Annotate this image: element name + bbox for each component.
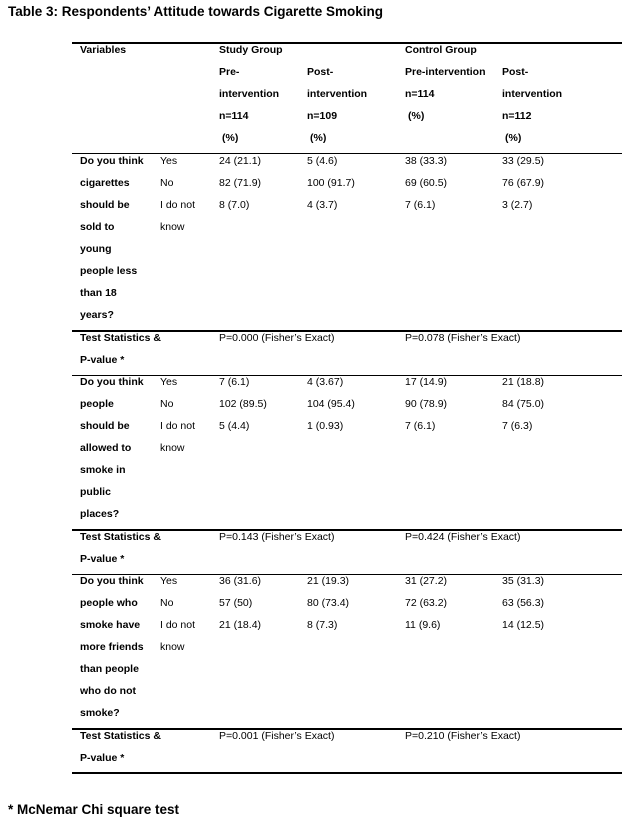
cell-study-pre: 102 (89.5) (219, 398, 267, 410)
header-study-post-line: Post- (307, 66, 334, 78)
cell-control-pre: 11 (9.6) (405, 619, 441, 631)
control-p-value: P=0.210 (Fisher’s Exact) (405, 730, 521, 742)
header-study-pre-line: n=114 (219, 110, 249, 122)
stats-label: P-value * (80, 354, 125, 366)
question-line: Do you think (80, 155, 144, 167)
question-line: young (80, 243, 112, 255)
study-p-value: P=0.143 (Fisher’s Exact) (219, 531, 335, 543)
question-line: more friends (80, 641, 144, 653)
header-control-post-line: Post- (502, 66, 529, 78)
cell-control-pre: 7 (6.1) (405, 199, 436, 211)
header-study-post-line: (%) (310, 132, 327, 144)
study-p-value: P=0.000 (Fisher’s Exact) (219, 332, 335, 344)
stats-label: Test Statistics & (80, 332, 161, 344)
cell-study-pre: 8 (7.0) (219, 199, 250, 211)
response-label: Yes (160, 376, 178, 388)
stats-label: P-value * (80, 752, 125, 764)
cell-control-pre: 90 (78.9) (405, 398, 448, 410)
response-label: No (160, 597, 174, 609)
cell-control-pre: 38 (33.3) (405, 155, 448, 167)
cell-study-pre: 5 (4.4) (219, 420, 250, 432)
cell-control-pre: 69 (60.5) (405, 177, 448, 189)
cell-control-post: 35 (31.3) (502, 575, 545, 587)
header-study-post-line: n=109 (307, 110, 338, 122)
header-control-pre-line: Pre-intervention (405, 66, 486, 78)
header-variables: Variables (80, 44, 127, 56)
cell-control-post: 33 (29.5) (502, 155, 545, 167)
cell-study-pre: 7 (6.1) (219, 376, 250, 388)
question-line: years? (80, 309, 114, 321)
response-label: know (160, 641, 185, 653)
cell-study-pre: 82 (71.9) (219, 177, 262, 189)
response-label: I do not (160, 619, 196, 631)
footnote: * McNemar Chi square test (8, 802, 180, 817)
stats-label: Test Statistics & (80, 730, 161, 742)
cell-control-pre: 7 (6.1) (405, 420, 436, 432)
header-control-post-line: (%) (505, 132, 522, 144)
cell-study-pre: 36 (31.6) (219, 575, 262, 587)
cell-control-post: 76 (67.9) (502, 177, 545, 189)
header-study-pre-line: Pre- (219, 66, 240, 78)
question-line: should be (80, 199, 130, 211)
header-study-post-line: intervention (307, 88, 368, 100)
question-line: should be (80, 420, 130, 432)
question-line: public (80, 486, 111, 498)
table-bottom-rule (72, 772, 622, 774)
table-title: Table 3: Respondents’ Attitude towards Cigarette Smoking (8, 4, 384, 19)
cell-control-pre: 72 (63.2) (405, 597, 448, 609)
cell-control-post: 21 (18.8) (502, 376, 545, 388)
header-control-group: Control Group (405, 44, 477, 56)
header-study-group: Study Group (219, 44, 283, 56)
header-control-pre-line: (%) (408, 110, 425, 122)
response-label: know (160, 221, 185, 233)
question-line: Do you think (80, 575, 144, 587)
question-line: cigarettes (80, 177, 130, 189)
cell-study-pre: 24 (21.1) (219, 155, 262, 167)
stats-label: Test Statistics & (80, 531, 161, 543)
cell-study-post: 100 (91.7) (307, 177, 355, 189)
header-control-post-line: n=112 (502, 110, 532, 122)
response-label: I do not (160, 199, 196, 211)
cell-study-pre: 57 (50) (219, 597, 253, 609)
cell-study-post: 5 (4.6) (307, 155, 338, 167)
cell-control-post: 14 (12.5) (502, 619, 545, 631)
question-line: people less (80, 265, 138, 277)
cell-control-post: 63 (56.3) (502, 597, 545, 609)
control-p-value: P=0.078 (Fisher’s Exact) (405, 332, 521, 344)
response-label: No (160, 398, 174, 410)
stats-label: P-value * (80, 553, 125, 565)
cell-control-post: 7 (6.3) (502, 420, 533, 432)
cell-study-post: 80 (73.4) (307, 597, 350, 609)
response-label: Yes (160, 155, 178, 167)
header-study-pre-line: (%) (222, 132, 239, 144)
cell-study-post: 1 (0.93) (307, 420, 344, 432)
cell-control-post: 3 (2.7) (502, 199, 533, 211)
question-line: Do you think (80, 376, 144, 388)
header-control-post-line: intervention (502, 88, 563, 100)
cell-study-post: 4 (3.67) (307, 376, 344, 388)
response-label: know (160, 442, 185, 454)
question-line: smoke in (80, 464, 126, 476)
question-line: smoke? (80, 707, 120, 719)
question-line: smoke have (80, 619, 141, 631)
question-line: than 18 (80, 287, 117, 299)
header-control-pre-line: n=114 (405, 88, 435, 100)
question-line: than people (80, 663, 139, 675)
question-line: allowed to (80, 442, 132, 454)
question-line: places? (80, 508, 120, 520)
response-label: I do not (160, 420, 196, 432)
control-p-value: P=0.424 (Fisher’s Exact) (405, 531, 521, 543)
cell-study-post: 8 (7.3) (307, 619, 338, 631)
question-line: sold to (80, 221, 115, 233)
header-study-pre-line: intervention (219, 88, 280, 100)
question-line: people who (80, 597, 138, 609)
cell-study-post: 4 (3.7) (307, 199, 338, 211)
cell-study-post: 21 (19.3) (307, 575, 350, 587)
question-line: who do not (80, 685, 136, 697)
cell-study-post: 104 (95.4) (307, 398, 355, 410)
cell-control-pre: 31 (27.2) (405, 575, 448, 587)
response-label: No (160, 177, 174, 189)
cell-study-pre: 21 (18.4) (219, 619, 262, 631)
response-label: Yes (160, 575, 178, 587)
study-p-value: P=0.001 (Fisher’s Exact) (219, 730, 335, 742)
table-top-rule (72, 42, 622, 44)
cell-control-post: 84 (75.0) (502, 398, 545, 410)
cell-control-pre: 17 (14.9) (405, 376, 448, 388)
question-line: people (80, 398, 114, 410)
